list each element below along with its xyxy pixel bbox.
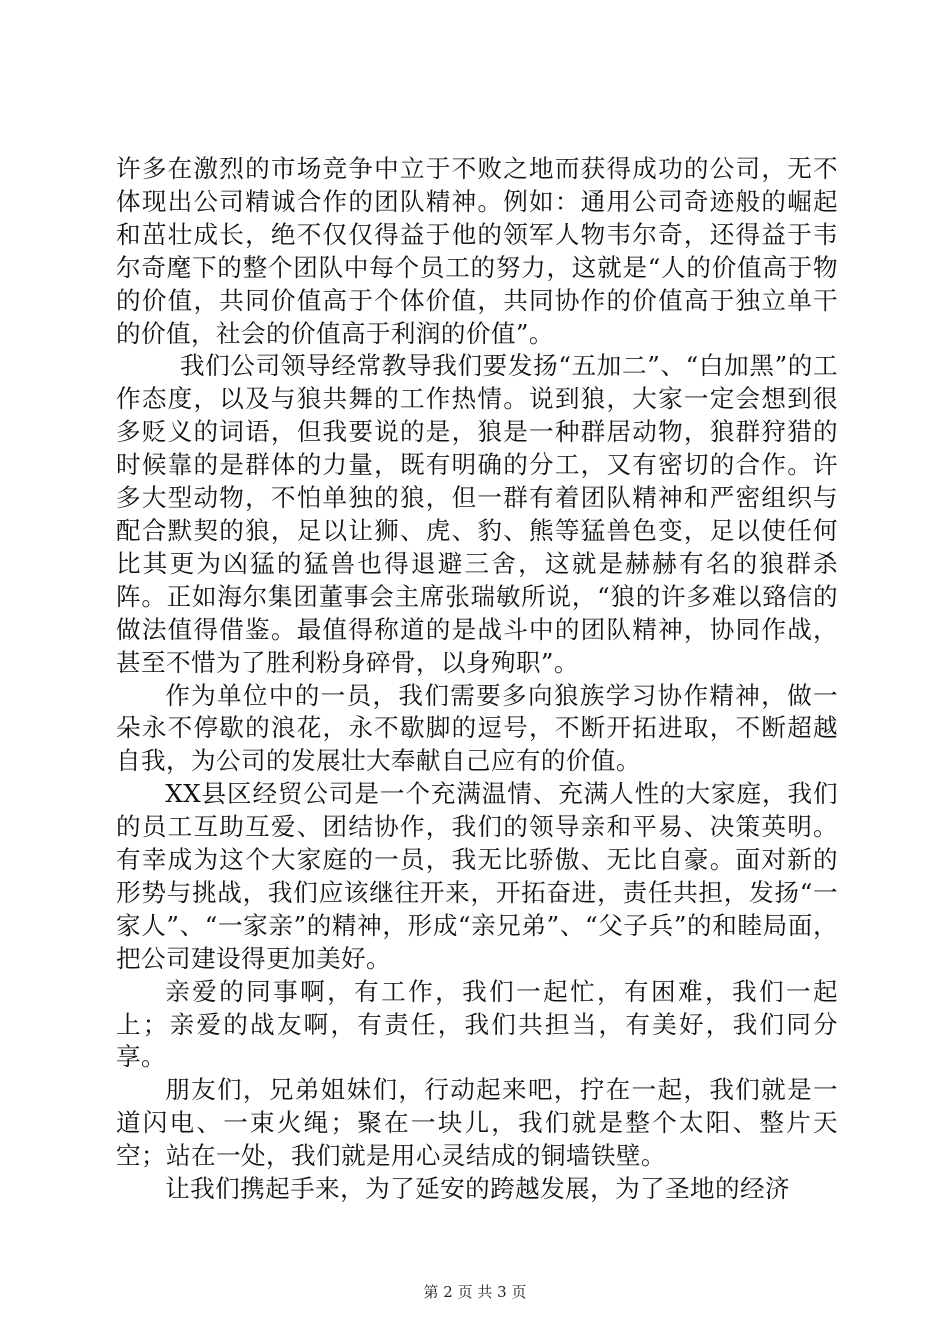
document-body bbox=[116, 153, 838, 1206]
paragraph-6: 朋友们，兄弟姐妹们，行动起来吧，拧在一起，我们就是一道闪电、一束火绳；聚在一块儿，我们就是整个太阳、整片天空；站在一处，我们就是用心灵结成的铜墙铁壁。 bbox=[116, 1075, 838, 1171]
paragraph-7: 让我们携起手来，为了延安的跨越发展，为了圣地的经济 bbox=[165, 1174, 791, 1204]
page-footer: 第 2 页 共 3 页 bbox=[423, 1283, 527, 1301]
paragraph-1: 许多在激烈的市场竞争中立于不败之地而获得成功的公司，无不体现出公司精诚合作的团队精神。例如：通用公司奇迹般的崛起和茁壮成长，绝不仅仅得益于他的领军人物韦尔奇，还得益于韦尔奇麾下的整个团队中每个员工的努力，这就是“人的价值高于物的价值，共同价值高于个体价值，共同协作的价值高于独立单干的价值，社会的价值高于利润的价值”。 bbox=[116, 154, 838, 348]
paragraph-3: 作为单位中的一员，我们需要多向狼族学习协作精神，做一朵永不停歇的浪花，永不歇脚的逗号，不断开拓进取，不断超越自我，为公司的发展壮大奉献自己应有的价值。 bbox=[116, 680, 838, 776]
paragraph-2: 我们公司领导经常教导我们要发扬“五加二”、“白加黑”的工作态度，以及与狼共舞的工作热情。说到狼，大家一定会想到很多贬义的词语，但我要说的是，狼是一种群居动物，狼群狩猎的时候靠的是群体的力量，既有明确的分工，又有密切的合作。许多大型动物，不怕单独的狼，但一群有着团队精神和严密组织与配合默契的狼，足以让狮、虎、豹、熊等猛兽色变，足以使任何比其更为凶猛的猛兽也得退避三舍，这就是赫赫有名的狼群杀阵。正如海尔集团董事会主席张瑞敏所说，“狼的许多难以臵信的做法值得借鉴。最值得称道的是战斗中的团队精神，协同作战，甚至不惜为了胜利粉身碎骨，以身殉职”。 bbox=[116, 351, 838, 677]
paragraph-4: XX县区经贸公司是一个充满温情、充满人性的大家庭，我们的员工互助互爱、团结协作，我们的领导亲和平易、决策英明。有幸成为这个大家庭的一员，我无比骄傲、无比自豪。面对新的形势与挑战，我们应该继往开来，开拓奋进，责任共担，发扬“一家人”、“一家亲”的精神，形成“亲兄弟”、“父子兵”的和睦局面，把公司建设得更加美好。 bbox=[116, 779, 838, 973]
paragraph-5: 亲爱的同事啊，有工作，我们一起忙，有困难，我们一起上；亲爱的战友啊，有责任，我们共担当，有美好，我们同分享。 bbox=[116, 976, 838, 1072]
